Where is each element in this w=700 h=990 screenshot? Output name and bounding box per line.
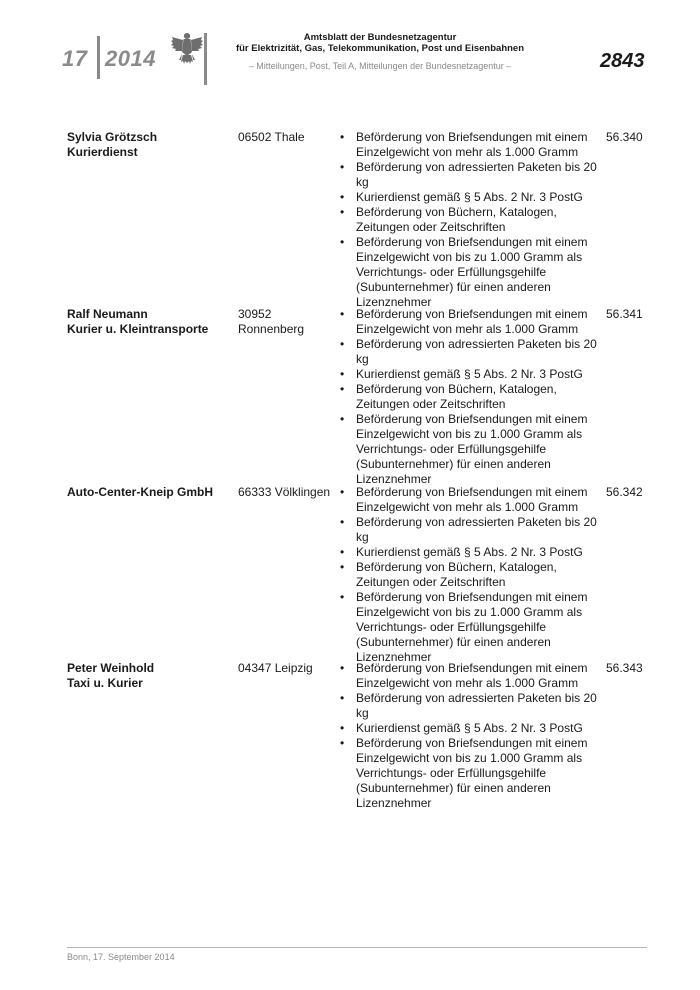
issue-divider [97,36,100,79]
service-list [338,307,608,487]
licensee-name-line: Kurierdienst [67,145,138,159]
location-line: 30952 [238,307,272,321]
footer-place-date: Bonn, 17. September 2014 [67,952,175,962]
licensee-name [67,661,232,691]
service-item: • Beförderung von Briefsendungen mit einem Einzelgewicht von bis zu 1.000 Gramm als Verrichtungs- oder Erfüllungsgehilfe (Subunternehmer) für einen anderen Lizenznehmer [338,412,608,487]
licensee-name [67,307,232,337]
logo-divider [204,33,207,85]
licensee-name-line: Peter Weinhold [67,661,155,675]
licensee-name [67,485,232,500]
licensee-location [238,661,338,676]
service-item: • Beförderung von Büchern, Katalogen, Zeitungen oder Zeitschriften [338,560,608,590]
publisher-title: Amtsblatt der Bundesnetzagentur [303,32,457,43]
licensee-location [238,130,338,145]
service-item: • Kurierdienst gemäß § 5 Abs. 2 Nr. 3 PostG [338,545,608,560]
licensee-name-line: Taxi u. Kurier [67,676,143,690]
license-number: 56.341 [606,307,643,321]
service-item: • Beförderung von Briefsendungen mit einem Einzelgewicht von mehr als 1.000 Gramm [338,485,608,515]
location-line: 06502 Thale [238,130,305,144]
licensee-location [238,307,338,337]
license-number: 56.343 [606,661,643,675]
service-item: • Kurierdienst gemäß § 5 Abs. 2 Nr. 3 PostG [338,190,608,205]
issue-number: 17 [62,46,88,71]
section-label: – Mitteilungen, Post, Teil A, Mitteilungen der Bundesnetzagentur – [248,61,512,71]
service-list [338,661,608,811]
service-item: • Beförderung von Briefsendungen mit einem Einzelgewicht von bis zu 1.000 Gramm als Verrichtungs- oder Erfüllungsgehilfe (Subunternehmer) für einen anderen Lizenznehmer [338,736,608,811]
licensee-name [67,130,232,160]
masthead [210,32,550,72]
service-item: • Beförderung von adressierten Paketen bis 20 kg [338,691,608,721]
page-header [0,0,700,90]
service-item: • Kurierdienst gemäß § 5 Abs. 2 Nr. 3 PostG [338,367,608,382]
service-item: • Beförderung von Briefsendungen mit einem Einzelgewicht von bis zu 1.000 Gramm als Verrichtungs- oder Erfüllungsgehilfe (Subunternehmer) für einen anderen Lizenznehmer [338,235,608,310]
licensee-name-line: Ralf Neumann [67,307,148,321]
service-item: • Beförderung von Büchern, Katalogen, Zeitungen oder Zeitschriften [338,205,608,235]
service-item: • Beförderung von Briefsendungen mit einem Einzelgewicht von mehr als 1.000 Gramm [338,130,608,160]
service-item: • Kurierdienst gemäß § 5 Abs. 2 Nr. 3 PostG [338,721,608,736]
footer-divider [67,947,647,948]
service-item: • Beförderung von adressierten Paketen bis 20 kg [338,160,608,190]
location-line: 66333 Völklingen [238,485,331,499]
federal-eagle-icon [170,30,204,70]
service-item: • Beförderung von adressierten Paketen bis 20 kg [338,337,608,367]
license-number: 56.342 [606,485,643,499]
licensee-name-line: Kurier u. Kleintransporte [67,322,209,336]
publisher-subtitle: für Elektrizität, Gas, Telekommunikation, Post und Eisenbahnen [235,43,525,54]
location-line: Ronnenberg [238,322,305,336]
location-line: 04347 Leipzig [238,661,313,675]
issue-year: 2014 [105,46,156,71]
service-item: • Beförderung von Briefsendungen mit einem Einzelgewicht von mehr als 1.000 Gramm [338,661,608,691]
page-number: 2843 [600,50,645,72]
licensee-location [238,485,338,500]
service-item: • Beförderung von adressierten Paketen bis 20 kg [338,515,608,545]
licensee-name-line: Sylvia Grötzsch [67,130,158,144]
service-item: • Beförderung von Briefsendungen mit einem Einzelgewicht von mehr als 1.000 Gramm [338,307,608,337]
service-list [338,485,608,665]
licensee-name-line: Auto-Center-Kneip GmbH [67,485,213,499]
license-number: 56.340 [606,130,643,144]
service-item: • Beförderung von Büchern, Katalogen, Zeitungen oder Zeitschriften [338,382,608,412]
service-item: • Beförderung von Briefsendungen mit einem Einzelgewicht von bis zu 1.000 Gramm als Verrichtungs- oder Erfüllungsgehilfe (Subunternehmer) für einen anderen Lizenznehmer [338,590,608,665]
service-list [338,130,608,310]
